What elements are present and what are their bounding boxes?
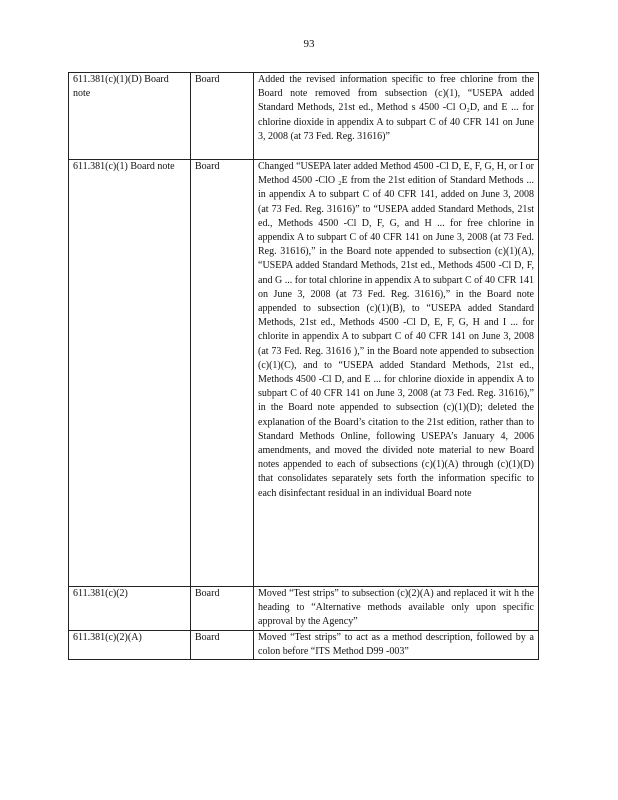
source-cell: Board — [191, 73, 254, 160]
table-row — [69, 587, 539, 631]
source-cell: Board — [191, 160, 254, 587]
table-row — [69, 160, 539, 587]
section-cell: 611.381(c)(1) Board note — [69, 160, 191, 587]
amendments-table — [68, 72, 539, 660]
section-cell: 611.381(c)(2)(A) — [69, 630, 191, 659]
source-cell: Board — [191, 587, 254, 631]
description-cell: Changed “USEPA later added Method 4500 -Cl D, E, F, G, H, or I or Method 4500 -ClO ₂E from the 21st edition of Standard Methods ... in appendix A to subpart C of 40 CFR 141, added on June 3, 2008 (at 73 Fed. Reg. 31616)” to “USEPA added Standard Methods, 21st ed., Methods 4500 -Cl D, F, G, and H ... for free chlorine in appendix A to subpart C of 40 CFR 141 on June 3, 2008 (at 73 Fed. Reg. 31616),” in the Board note appended to subsection (c)(1)(A), “USEPA added Standard Methods, 21st ed., Methods 4500 -Cl D, F, and G ... for total chlorine in appendix A to subpart C of 40 CFR 141 on June 3, 2008 (at 73 Fed. Reg. 31616),” in the Board note appended to subsection (c)(1)(B), to “USEPA added Standard Methods, 21st ed., Methods 4500 -Cl D, E, F, G, H and I ... for chlorite in appendix A to subpart C of 40 CFR 141 on June 3, 2008 (at 73 Fed. Reg. 31616 ),” in the Board note appended to subsection (c)(1)(C), and to “USEPA added Standard Methods, 21st ed., Methods 4500 -Cl D, and E ... for chlorine dioxide in appendix A to subpart C of 40 CFR 141 on June 3, 2008 (at 73 Fed. Reg. 31616),” in the Board note appended to subsection (c)(1)(D); deleted the explanation of the Board’s citation to the 21st edition, rather than to Standard Methods Online, following USEPA’s January 4, 2006 amendments, and moved the divided note material to new Board notes appended to each of subsections (c)(1)(A) through (c)(1)(D) that consolidates separately sets forth the information specific to each disinfectant residual in an individual Board note — [254, 160, 539, 587]
table-row — [69, 73, 539, 160]
section-cell: 611.381(c)(1)(D) Board note — [69, 73, 191, 160]
section-cell: 611.381(c)(2) — [69, 587, 191, 631]
source-cell: Board — [191, 630, 254, 659]
description-cell: Moved “Test strips” to act as a method description, followed by a colon before “ITS Method D99 -003” — [254, 630, 539, 659]
description-cell: Moved “Test strips” to subsection (c)(2)(A) and replaced it wit h the heading to “Alternative methods available only upon specific approval by the Agency” — [254, 587, 539, 631]
page-number: 93 — [303, 38, 315, 50]
table-row — [69, 630, 539, 659]
description-cell: Added the revised information specific to free chlorine from the Board note removed from subsection (c)(1), “USEPA added Standard Methods, 21st ed., Method s 4500 -Cl O₂D, and E ... for chlorine dioxide in appendix A to subpart C of 40 CFR 141 on June 3, 2008 (at 73 Fed. Reg. 31616)” — [254, 73, 539, 160]
